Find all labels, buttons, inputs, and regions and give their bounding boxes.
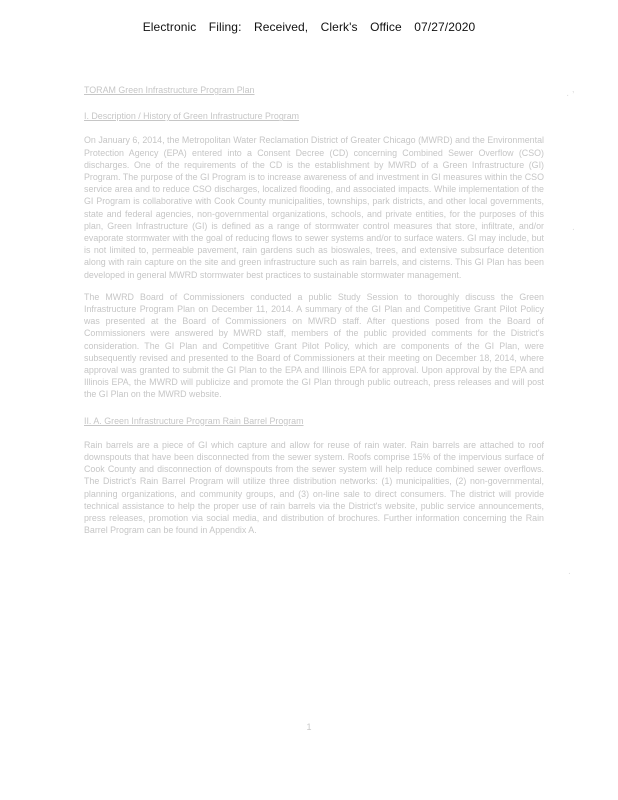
section-1-paragraph-2: The MWRD Board of Commissioners conducted a public Study Session to thoroughly discuss the Green Infrastructure Program Plan on December 11, 2014. A summary of the GI Plan and Competitive Grant Pilot Policy was presented at the Board of Commissioners on MWRD staff. After questions posed from the Board of Commissioners were answered by MWRD staff, members of the public provided comments for the District's consideration. The GI Plan and Competitive Grant Pilot Policy, which are components of the GI Plan, were subsequently revised and presented to the Board of Commissioners at their meeting on December 18, 2014, where approval was granted to submit the GI Plan to the EPA and Illinois EPA for approval. Upon approval by the EPA and Illinois EPA, the MWRD will publicize and promote the GI Plan through public outreach, press releases and will post the GI Plan on the MWRD website. [84,291,544,400]
section-2-paragraph-1: Rain barrels are a piece of GI which capture and allow for reuse of rain water. Rain barrels are attached to roof downspouts that have been disconnected from the sewer system. Roofs comprise 15% of the impervious surface of Cook County and disconnection of downspouts from the sewer system will help reduce combined sewer overflows. The District's Rain Barrel Program will utilize three distribution networks: (1) municipalities, (2) non-governmental, planning organizations, and community groups, and (3) on-line sale to direct consumers. The district will provide technical assistance to help the proper use of rain barrels via the District's website, public service announcements, press releases, promotion via social media, and distribution of brochures. Further information concerning the Rain Barrel Program can be found in Appendix A. [84,439,544,536]
section-1-heading: I. Description / History of Green Infrastructure Program [84,111,300,122]
filing-stamp: Electronic Filing: Received, Clerk's Office 07/27/2020 [142,20,476,34]
document-page [84,80,544,537]
document-title: TORAM Green Infrastructure Program Plan [84,85,255,95]
section-2-heading: II. A. Green Infrastructure Program Rain Barrel Program [84,415,304,426]
scan-speck-top-right: · ’ [566,90,575,101]
scan-speck-right-middle: . [572,222,575,233]
scan-speck-right-lower: . [568,566,571,577]
page-number: 1 [306,722,312,732]
section-1-paragraph-1: On January 6, 2014, the Metropolitan Water Reclamation District of Greater Chicago (MWRD) and the Environmental Protection Agency (EPA) entered into a Consent Decree (CD) concerning Combined Sewer Overflow (CSO) discharges. One of the requirements of the CD is the establishment by MWRD of a Green Infrastructure (GI) Program. The purpose of the GI Program is to increase awareness of and investment in GI measures within the CSO service area and to reduce CSO discharges, localized flooding, and associated impacts. While implementation of the GI Program is collaborative with Cook County municipalities, townships, park districts, and other local governments, state and federal agencies, non-governmental organizations, schools, and private entities, for the purposes of this plan, Green Infrastructure (GI) is defined as a range of stormwater control measures that store, infiltrate, and/or evaporate stormwater with the goal of reducing flows to sewer systems and/or to surface waters. GI may include, but is not limited to, permeable pavement, rain gardens such as bioswales, trees, and extensive subsurface detention along with rain capture on the site and green infrastructure such as rain barrels, and cisterns. This GI Plan has been developed in general MWRD stormwater best practices to sustainable stormwater management. [84,135,544,280]
